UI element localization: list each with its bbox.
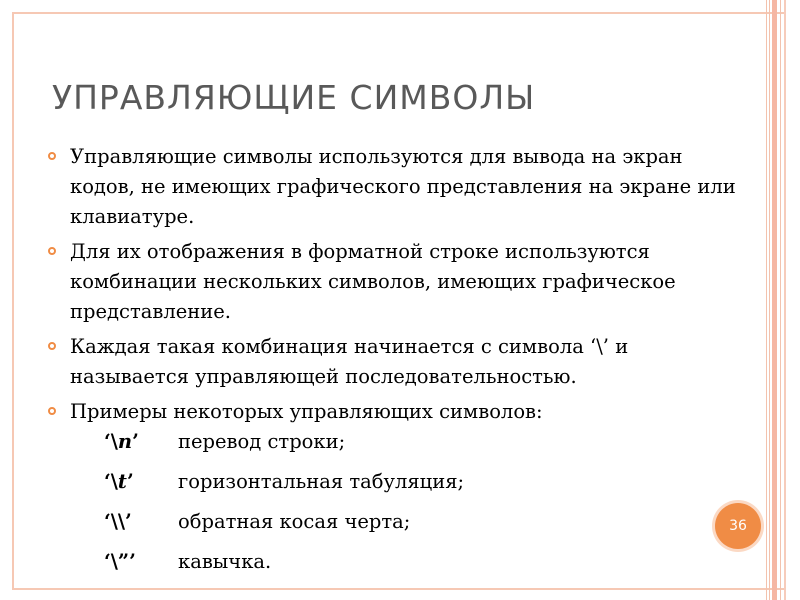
stripe-decoration: [780, 0, 781, 600]
bullet-circle-icon: [48, 152, 56, 160]
escape-code: ‘\t’: [104, 470, 134, 493]
escape-description: кавычка.: [178, 550, 272, 573]
bullet-circle-icon: [48, 247, 56, 255]
escape-description: перевод строки;: [178, 430, 346, 453]
stripe-decoration: [769, 0, 770, 600]
slide-title: УПРАВЛЯЮЩИЕ СИМВОЛЫ: [52, 78, 536, 117]
escape-description: обратная косая черта;: [178, 510, 411, 533]
bullet-text: Управляющие символы используются для вывода на экран кодов, не имеющих графического представления на экране или клавиатуре.: [70, 145, 736, 228]
bullet-list: [48, 142, 738, 432]
stripe-decoration: [772, 0, 777, 600]
bullet-text: Примеры некоторых управляющих символов:: [70, 400, 543, 423]
bullet-circle-icon: [48, 342, 56, 350]
bullet-item: [48, 332, 738, 392]
bullet-circle-icon: [48, 407, 56, 415]
decorative-stripes: [760, 0, 800, 600]
stripe-decoration: [784, 0, 786, 600]
bullet-text: Для их отображения в форматной строке используются комбинации нескольких символов, имеющих графическое представление.: [70, 240, 676, 323]
bullet-item: [48, 397, 738, 427]
bullet-text: Каждая такая комбинация начинается с символа ‘\’ и называется управляющей последовательностью.: [70, 335, 629, 388]
bullet-item: [48, 142, 738, 232]
escape-code: ‘\”’: [104, 550, 136, 573]
escape-code: ‘\\’: [104, 510, 132, 533]
bullet-item: [48, 237, 738, 327]
escape-description: горизонтальная табуляция;: [178, 470, 465, 493]
stripe-decoration: [766, 0, 767, 600]
page-number-badge: 36: [715, 503, 761, 549]
escape-code: ‘\n’: [104, 430, 139, 453]
